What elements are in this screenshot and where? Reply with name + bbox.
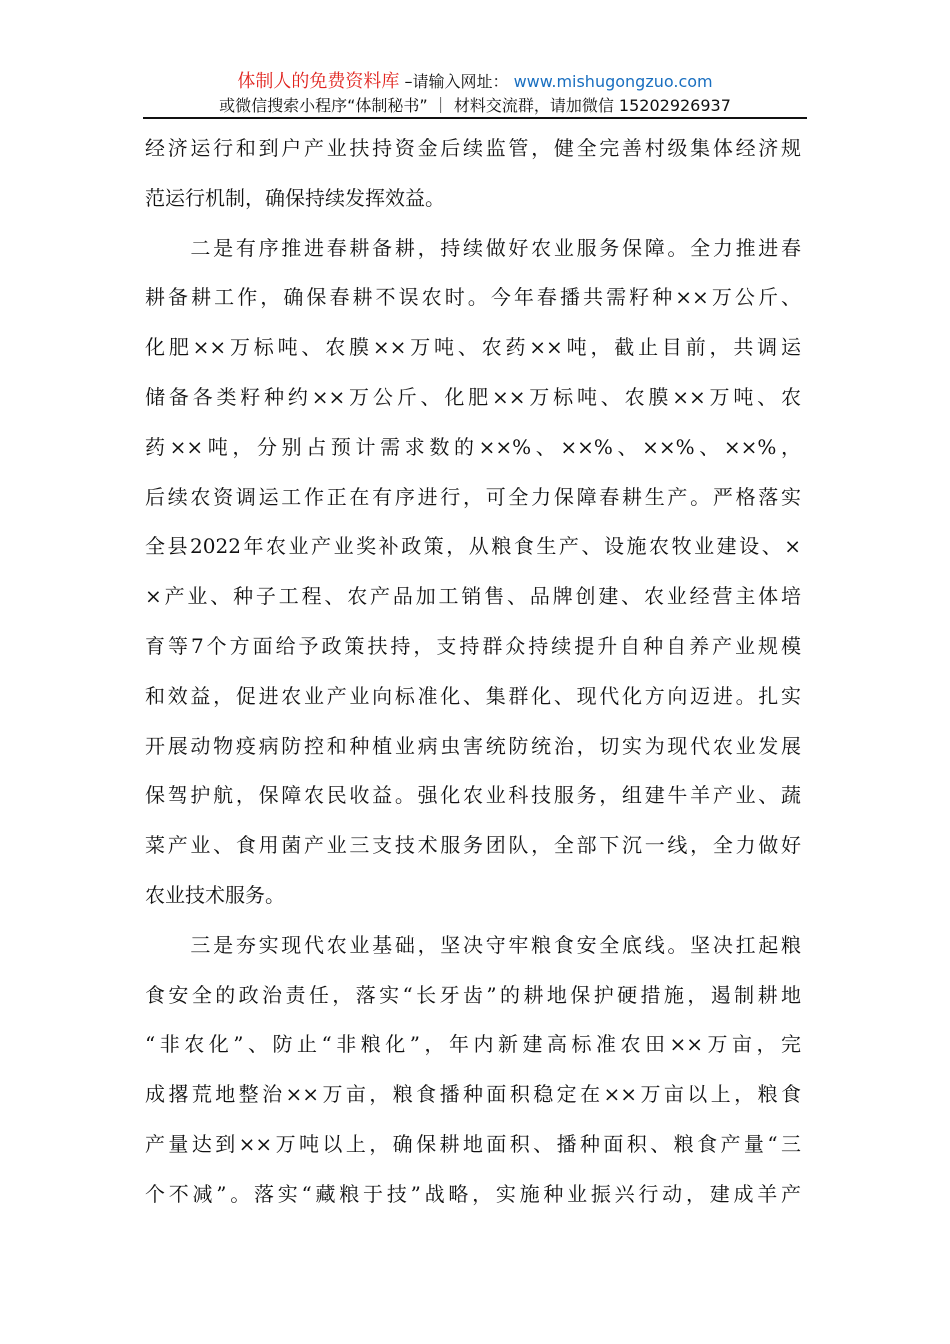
text-line: 个不减”。落实“藏粮于技”战略，实施种业振兴行动，建成羊产 xyxy=(145,1181,801,1206)
text-line: 开展动物疫病防控和种植业病虫害统防统治，切实为现代农业发展 xyxy=(145,733,801,758)
text-line: 育等7个方面给予政策扶持，支持群众持续提升自种自养产业规模 xyxy=(145,633,801,658)
url-prompt: –请输入网址： xyxy=(404,72,509,91)
text-line: 三是夯实现代农业基础，坚决守牢粮食安全底线。坚决扛起粮 xyxy=(145,932,801,957)
header-divider xyxy=(143,117,807,119)
text-line: 耕备耕工作，确保春耕不误农时。今年春播共需籽种××万公斤、 xyxy=(145,285,801,310)
text-line: 后续农资调运工作正在有序进行，可全力保障春耕生产。严格落实 xyxy=(145,484,801,509)
paragraph xyxy=(145,928,801,1227)
site-name: 体制人的免费资料库 xyxy=(237,71,400,92)
text-line: 和效益，促进农业产业向标准化、集群化、现代化方向迈进。扎实 xyxy=(145,683,801,708)
text-line: “非农化”、防止“非粮化”，年内新建高标准农田××万亩，完 xyxy=(145,1032,801,1057)
text-line: ×产业、种子工程、农产品加工销售、品牌创建、农业经营主体培 xyxy=(145,584,801,609)
text-line: 食安全的政治责任，落实“长牙齿”的耕地保护硬措施，遏制耕地 xyxy=(145,982,801,1007)
header-line-1 xyxy=(140,70,810,94)
text-line: 经济运行和到户产业扶持资金后续监管，健全完善村级集体经济规 xyxy=(145,136,801,160)
text-line: 菜产业、食用菌产业三支技术服务团队，全部下沉一线，全力做好 xyxy=(145,833,801,858)
text-line: 成撂荒地整治××万亩，粮食播种面积稳定在××万亩以上，粮食 xyxy=(145,1082,801,1107)
page-header-banner xyxy=(140,70,810,118)
text-line: 产量达到××万吨以上，确保耕地面积、播种面积、粮食产量“三 xyxy=(145,1131,801,1156)
text-line: 储备各类籽种约××万公斤、化肥××万标吨、农膜××万吨、农 xyxy=(145,384,801,409)
site-url-link[interactable]: www.mishugongzuo.com xyxy=(513,72,713,91)
text-line: 药××吨，分别占预计需求数的××%、××%、××%、××%， xyxy=(145,434,801,459)
text-line: 二是有序推进春耕备耕，持续做好农业服务保障。全力推进春 xyxy=(145,235,801,260)
header-line-2: 或微信搜索小程序“体制秘书” ｜ 材料交流群，请加微信 15202926937 xyxy=(219,96,731,115)
text-line: 全县2022年农业产业奖补政策，从粮食生产、设施农牧业建设、× xyxy=(145,534,801,559)
paragraph xyxy=(145,231,801,928)
text-line: 保驾护航，保障农民收益。强化农业科技服务，组建牛羊产业、蔬 xyxy=(145,783,801,808)
text-line: 范运行机制，确保持续发挥效益。 xyxy=(145,185,445,210)
text-line: 化肥××万标吨、农膜××万吨、农药××吨，截止目前，共调运 xyxy=(145,335,801,360)
paragraph xyxy=(145,131,801,231)
document-body xyxy=(145,131,801,1227)
text-line: 农业技术服务。 xyxy=(145,882,285,907)
